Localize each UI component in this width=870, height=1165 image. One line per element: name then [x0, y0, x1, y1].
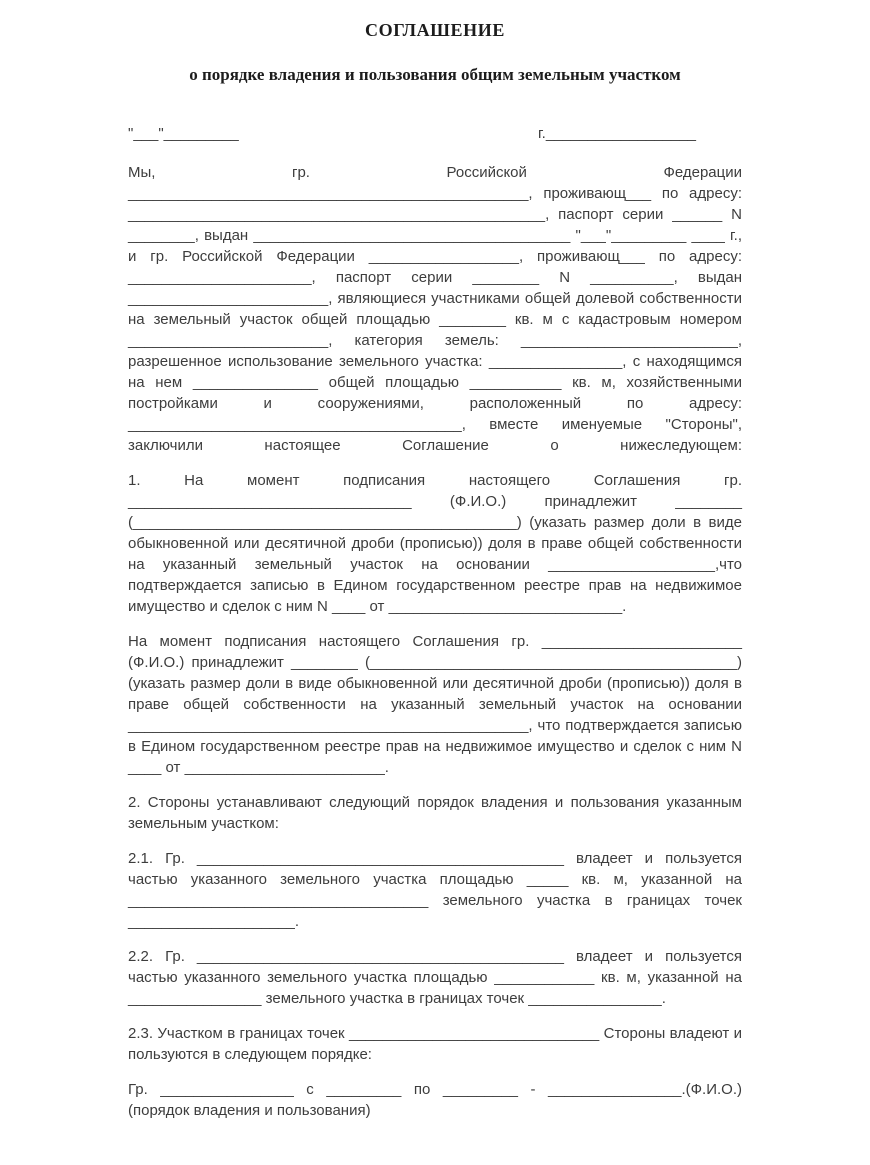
- paragraph-clause-1-owner-2: На момент подписания настоящего Соглашения гр. ________________________ (Ф.И.О.) принадлежит ________ (____________________________________________)(указать размер доли в виде обыкновенной или десятичной дроби (прописью)) доля в праве общей собственности на указанный земельный участок на основании ________________________________________________, что подтверждается записью в Едином государственном реестре прав на недвижимое имущество и сделок с ним N ____ от ________________________.: [128, 633, 742, 776]
- date-blank: "___"_________: [128, 125, 239, 142]
- paragraph-clause-2-1: 2.1. Гр. ____________________________________________ владеет и пользуется частью указанного земельного участка площадью _____ кв. м, указанной на ____________________________________ земельного участка в границах точек ____________________.: [128, 850, 742, 930]
- city-blank: г.__________________: [538, 125, 696, 142]
- paragraph-preamble: Мы, гр. Российской Федерации ________________________________________________, проживающ___ по адресу: __________________________________________________, паспорт серии ______ N ________, выдан ______________________________________ "___"_________ ____ г., и гр. Российской Федерации __________________, проживающ___ по адресу: ______________________, паспорт серии ________ N __________, выдан ________________________, являющиеся участниками общей долевой собственности на земельный участок общей площадью ________ кв. м с кадастровым номером ________________________, категория земель: __________________________, разрешенное использование земельного участка: ________________, с находящимся на нем _______________ общей площадью ___________ кв. м, хозяйственными постройками и сооружениями, расположенный по адресу: ________________________________________, вместе именуемые "Стороны", заключили настоящее Соглашение о нижеследующем:: [128, 164, 742, 454]
- paragraph-usage-schedule: Гр. ________________ с _________ по _________ - ________________.(Ф.И.О.) (порядок владения и пользования): [128, 1081, 742, 1119]
- document-title: СОГЛАШЕНИЕ: [365, 20, 505, 40]
- paragraph-clause-1-owner-1: 1. На момент подписания настоящего Соглашения гр. __________________________________ (Ф.И.О.) принадлежит ________ (______________________________________________) (указать размер доли в виде обыкновенной или десятичной дроби (прописью)) доля в праве общей собственности на указанный земельный участок на основании ____________________,что подтверждается записью в Едином государственном реестре прав на недвижимое имущество и сделок с ним N ____ от ____________________________.: [128, 472, 742, 615]
- date-city-line: [128, 123, 742, 144]
- document-subtitle: о порядке владения и пользования общим земельным участком: [189, 65, 681, 84]
- paragraph-clause-2-intro: 2. Стороны устанавливают следующий порядок владения и пользования указанным земельным участком:: [128, 794, 742, 832]
- paragraph-clause-2-2: 2.2. Гр. ____________________________________________ владеет и пользуется частью указанного земельного участка площадью ____________ кв. м, указанной на ________________ земельного участка в границах точек ________________.: [128, 948, 742, 1007]
- paragraph-clause-2-3: 2.3. Участком в границах точек ______________________________ Стороны владеют и пользуются в следующем порядке:: [128, 1025, 742, 1063]
